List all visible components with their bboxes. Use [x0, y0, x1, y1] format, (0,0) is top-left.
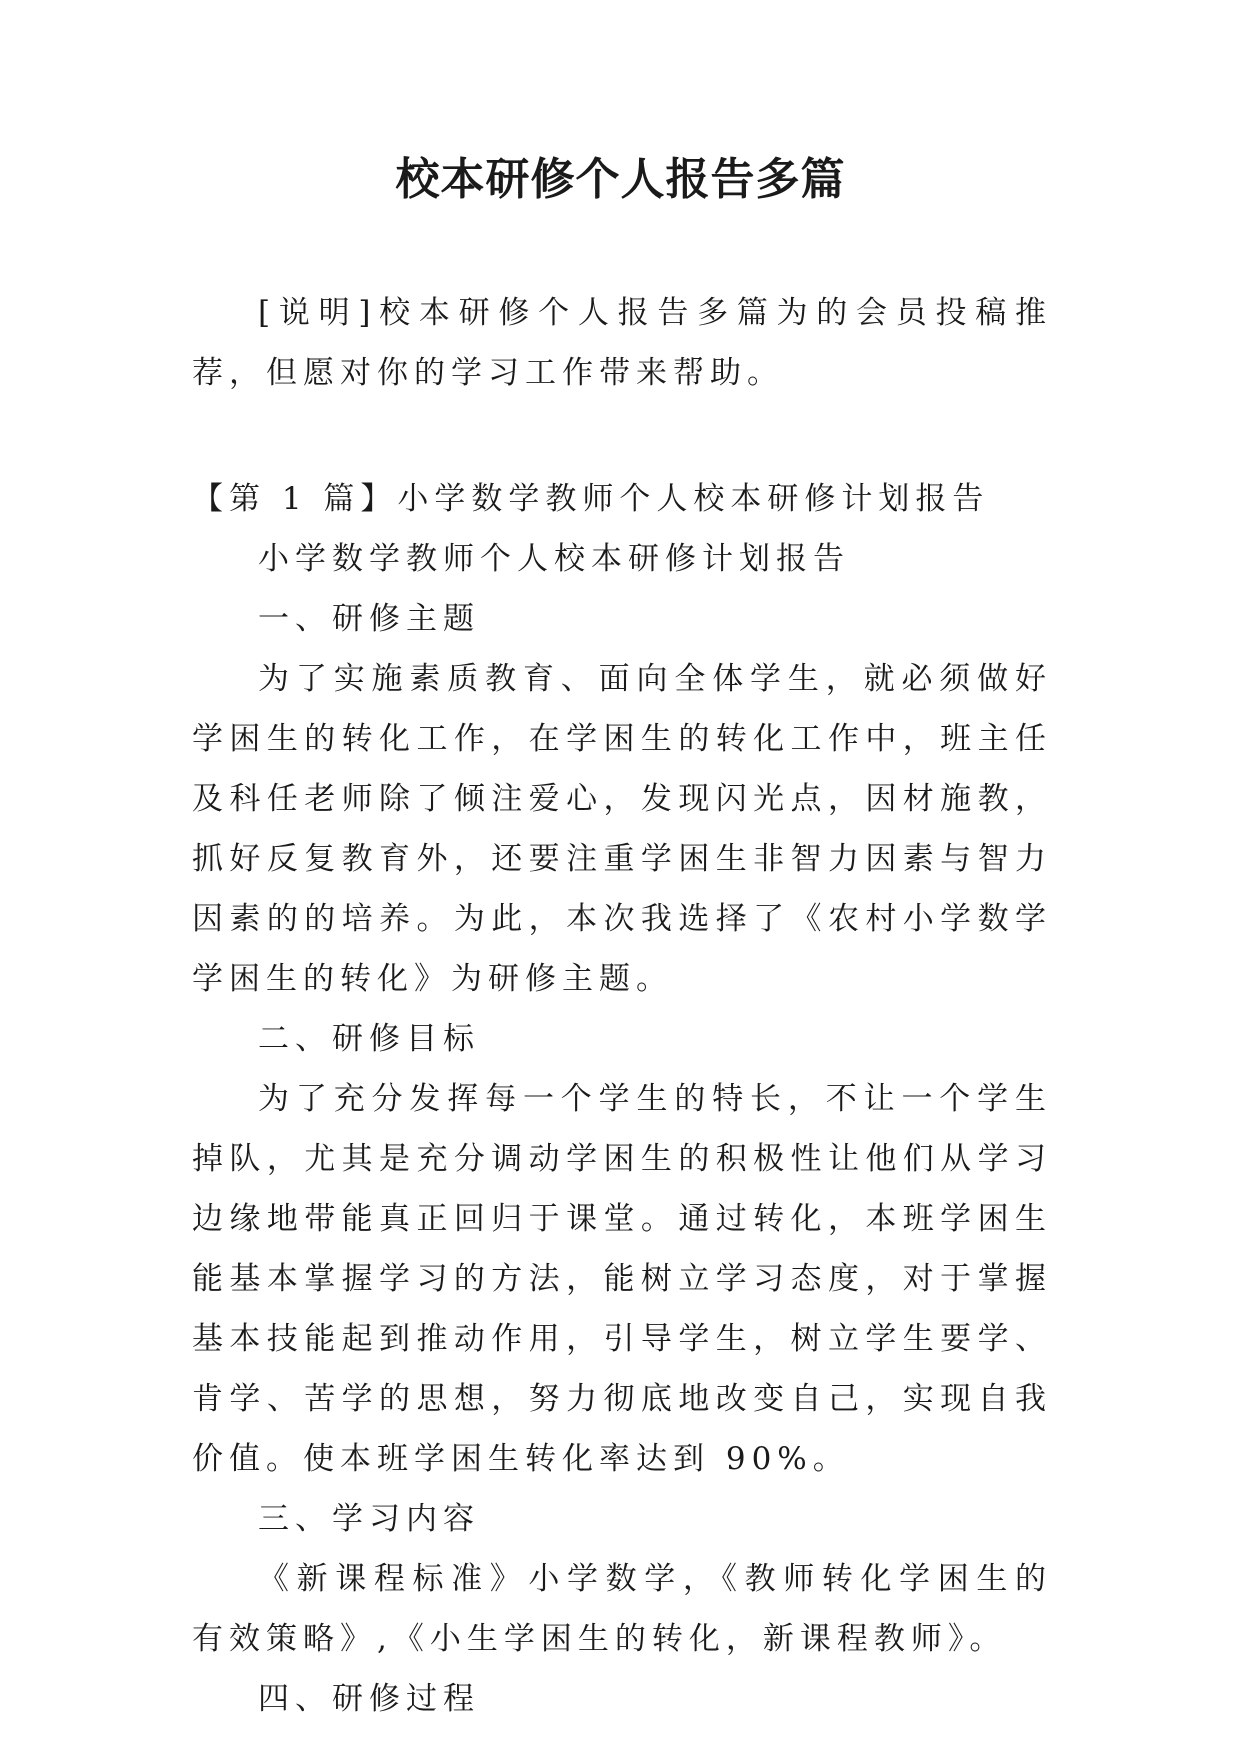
heading-learning-content: 三、学习内容: [258, 1501, 480, 1537]
paragraph-subtitle: 小学数学教师个人校本研修计划报告: [258, 541, 850, 577]
paragraph-research-topic: 为了实施素质教育、面向全体学生，就必须做好学困生的转化工作，在学困生的转化工作中，班主任及科任老师除了倾注爱心，发现闪光点，因材施教，抓好反复教育外，还要注重学困生非智力因素与智力因素的的培养。为此，本次我选择了《农村小学数学学困生的转化》为研修主题。: [192, 661, 1052, 997]
document-body: [192, 283, 1052, 1729]
paragraph-learning-content: 《新课程标准》小学数学，《教师转化学困生的有效策略》,《小生学困生的转化，新课程教师》。: [192, 1561, 1052, 1657]
document-title: 校本研修个人报告多篇: [395, 154, 846, 205]
paragraph-research-goal: 为了充分发挥每一个学生的特长，不让一个学生掉队，尤其是充分调动学困生的积极性让他们从学习边缘地带能真正回归于课堂。通过转化，本班学困生能基本掌握学习的方法，能树立学习态度，对于掌握基本技能起到推动作用，引导学生，树立学生要学、肯学、苦学的思想，努力彻底地改变自己，实现自我价值。使本班学困生转化率达到 90%。: [192, 1081, 1052, 1477]
heading-research-goal: 二、研修目标: [258, 1021, 480, 1057]
heading-research-process: 四、研修过程: [258, 1681, 480, 1717]
heading-research-topic: 一、研修主题: [258, 601, 480, 637]
document-note: [说明]校本研修个人报告多篇为的会员投稿推荐，但愿对你的学习工作带来帮助。: [192, 295, 1052, 391]
section-heading: 【第 1 篇】小学数学教师个人校本研修计划报告: [192, 481, 990, 517]
